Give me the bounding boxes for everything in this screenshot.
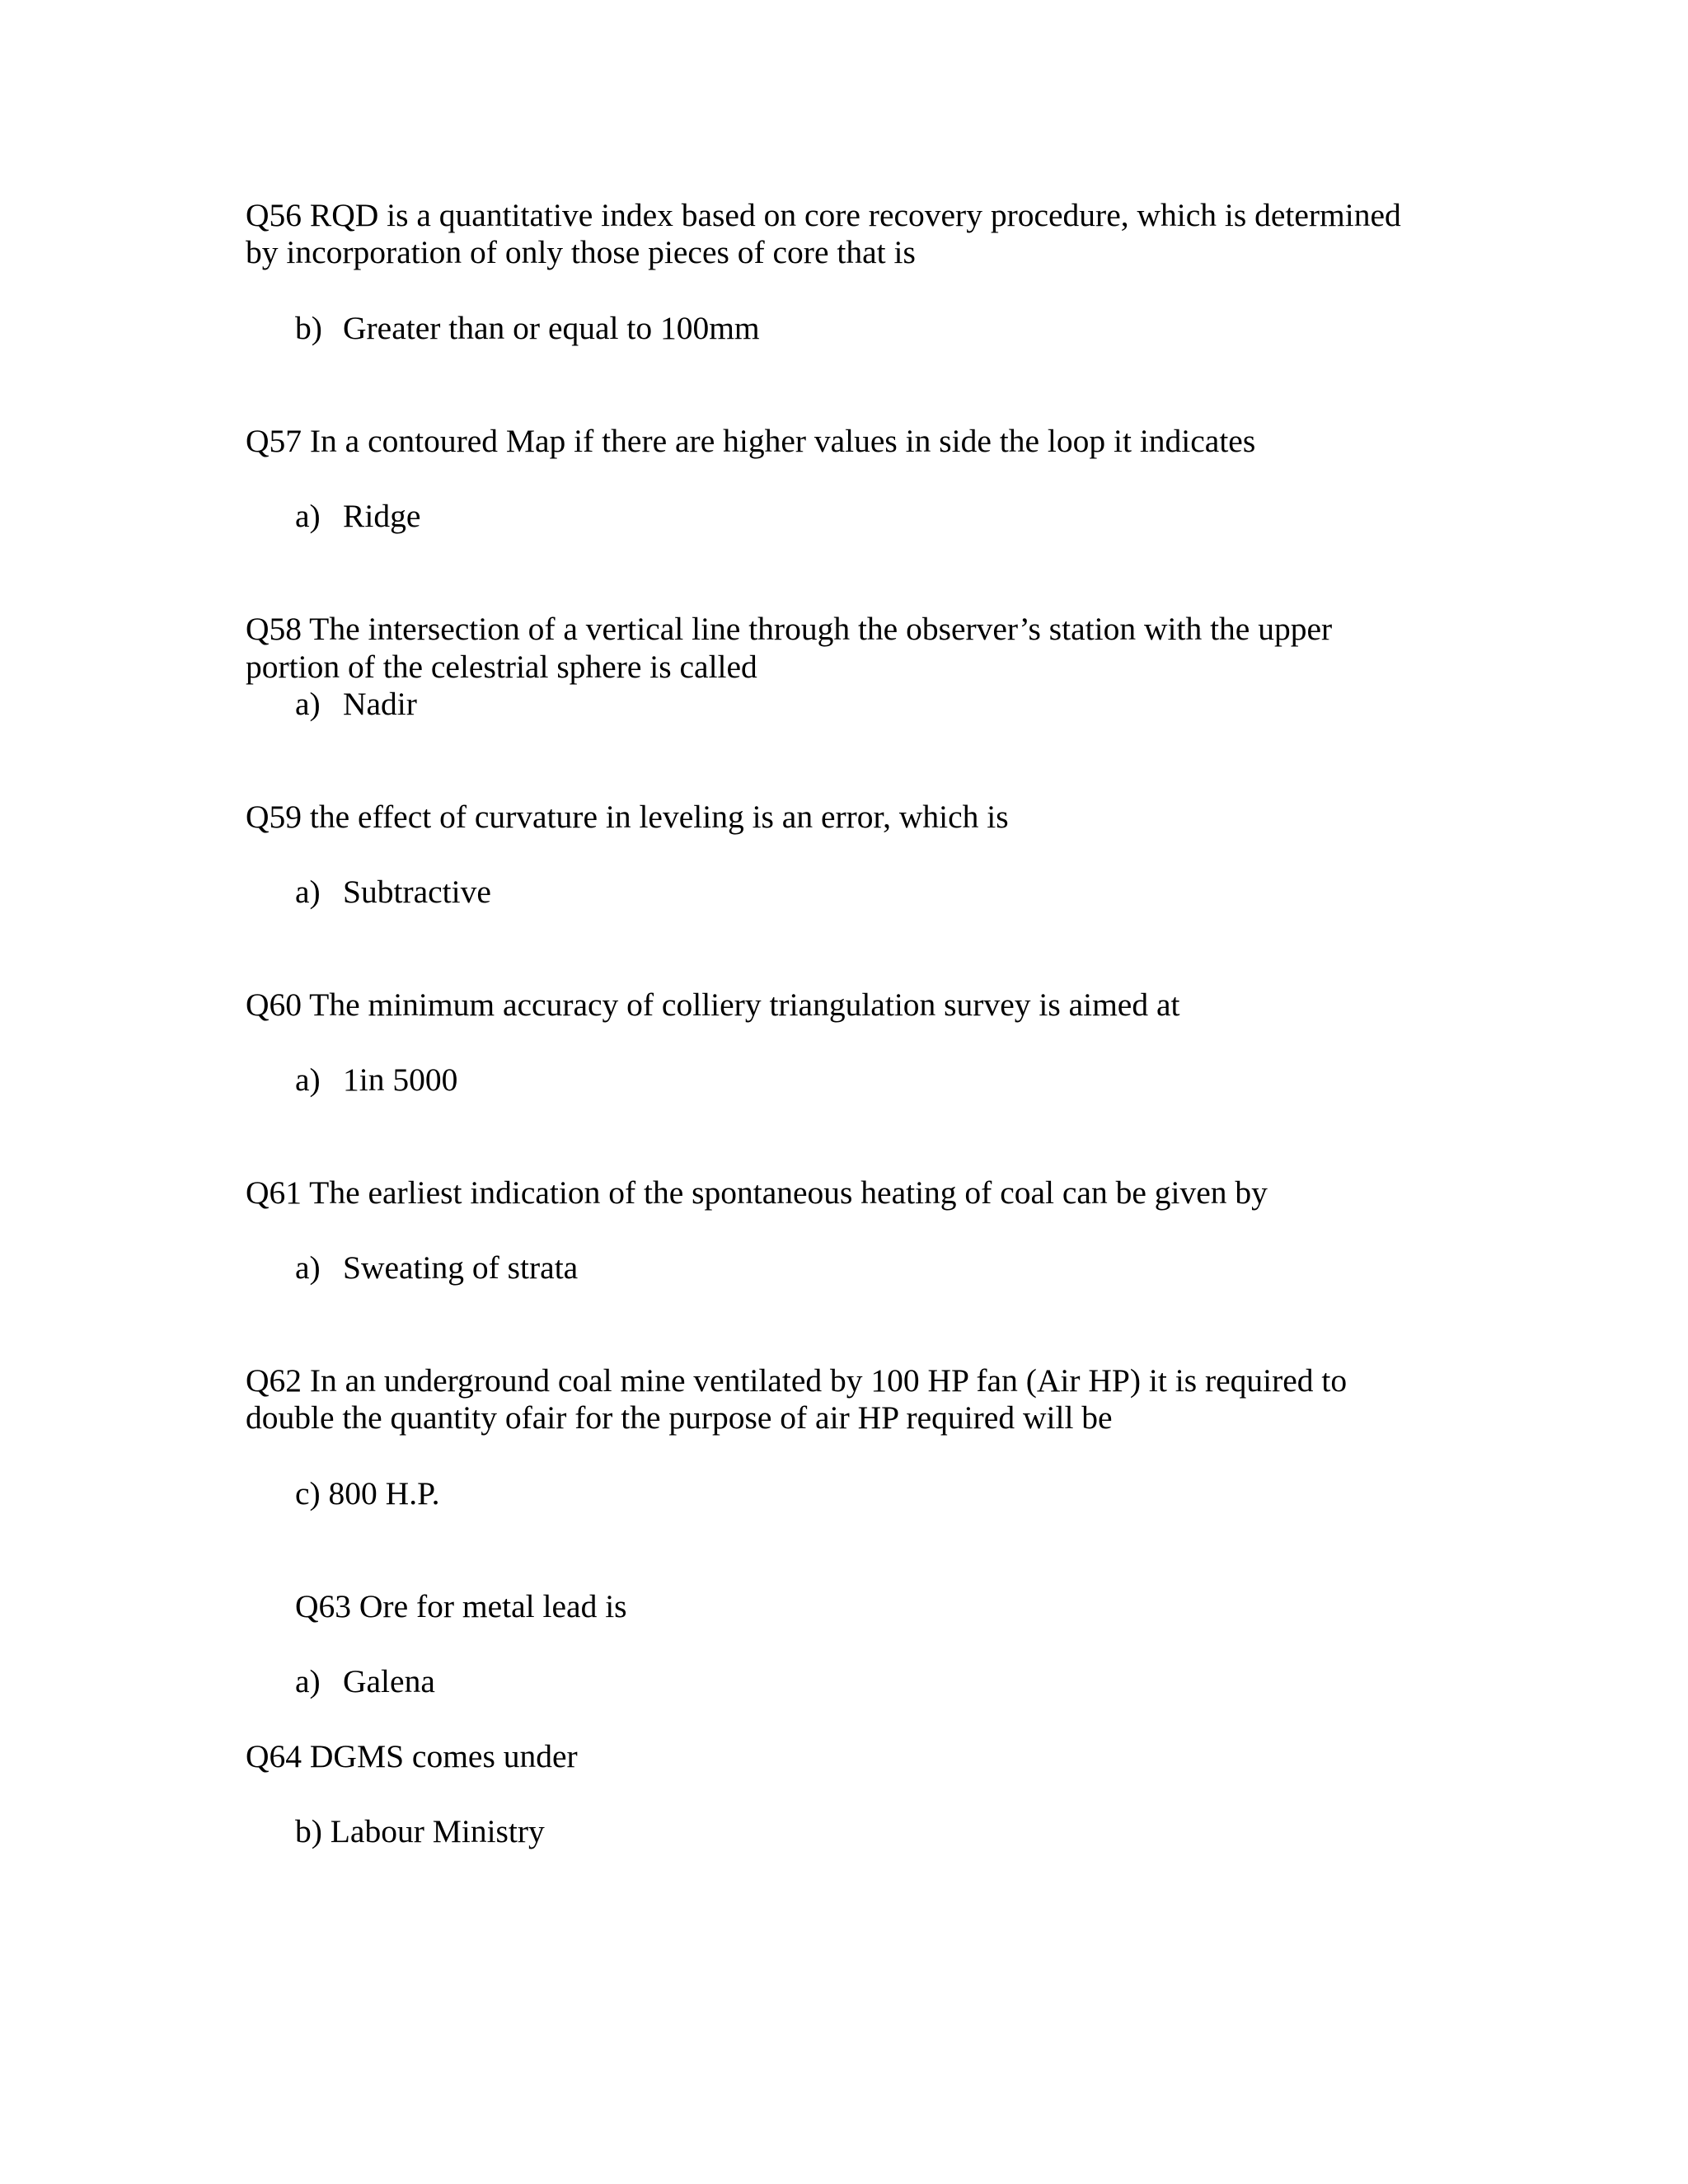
question-63-line-1: Q63 Ore for metal lead is — [295, 1588, 627, 1624]
question-60-line-1: Q60 The minimum accuracy of colliery triangulation survey is aimed at — [246, 987, 1180, 1023]
answer-61-text: Sweating of strata — [343, 1249, 579, 1286]
answer-57 — [295, 497, 420, 535]
answer-58-letter: a) — [295, 686, 321, 722]
answer-60-text: 1in 5000 — [343, 1062, 458, 1098]
answer-59-letter: a) — [295, 874, 321, 910]
question-56-line-1: Q56 RQD is a quantitative index based on core recovery procedure, which is determined — [246, 197, 1401, 233]
answer-56 — [295, 309, 760, 347]
answer-59-text: Subtractive — [343, 874, 491, 910]
answer-56-text: Greater than or equal to 100mm — [343, 310, 760, 346]
question-61-line-1: Q61 The earliest indication of the spontaneous heating of coal can be given by — [246, 1174, 1268, 1211]
answer-61 — [295, 1249, 578, 1286]
answer-61-letter: a) — [295, 1249, 321, 1286]
question-56-line-2: by incorporation of only those pieces of core that is — [246, 234, 916, 270]
answer-57-letter: a) — [295, 498, 321, 534]
answer-60-letter: a) — [295, 1062, 321, 1098]
answer-57-text: Ridge — [343, 498, 421, 534]
answer-64: b) Labour Ministry — [295, 1813, 545, 1849]
answer-56-letter: b) — [295, 310, 322, 346]
question-62-line-2: double the quantity ofair for the purpose of air HP required will be — [246, 1399, 1113, 1436]
answer-60 — [295, 1061, 457, 1099]
question-58-line-1: Q58 The intersection of a vertical line through the observer’s station with the upper — [246, 611, 1333, 647]
answer-63 — [295, 1662, 435, 1700]
question-64-line-1: Q64 DGMS comes under — [246, 1738, 578, 1774]
question-58-line-2: portion of the celestrial sphere is called — [246, 649, 757, 685]
question-59-line-1: Q59 the effect of curvature in leveling is an error, which is — [246, 799, 1009, 835]
answer-58-text: Nadir — [343, 686, 417, 722]
answer-58 — [295, 685, 417, 723]
question-57-line-1: Q57 In a contoured Map if there are higher values in side the loop it indicates — [246, 423, 1256, 459]
answer-59 — [295, 873, 491, 911]
answer-62: c) 800 H.P. — [295, 1475, 440, 1511]
question-62-line-1: Q62 In an underground coal mine ventilated by 100 HP fan (Air HP) it is required to — [246, 1362, 1348, 1399]
answer-63-text: Galena — [343, 1663, 435, 1699]
answer-63-letter: a) — [295, 1663, 321, 1699]
